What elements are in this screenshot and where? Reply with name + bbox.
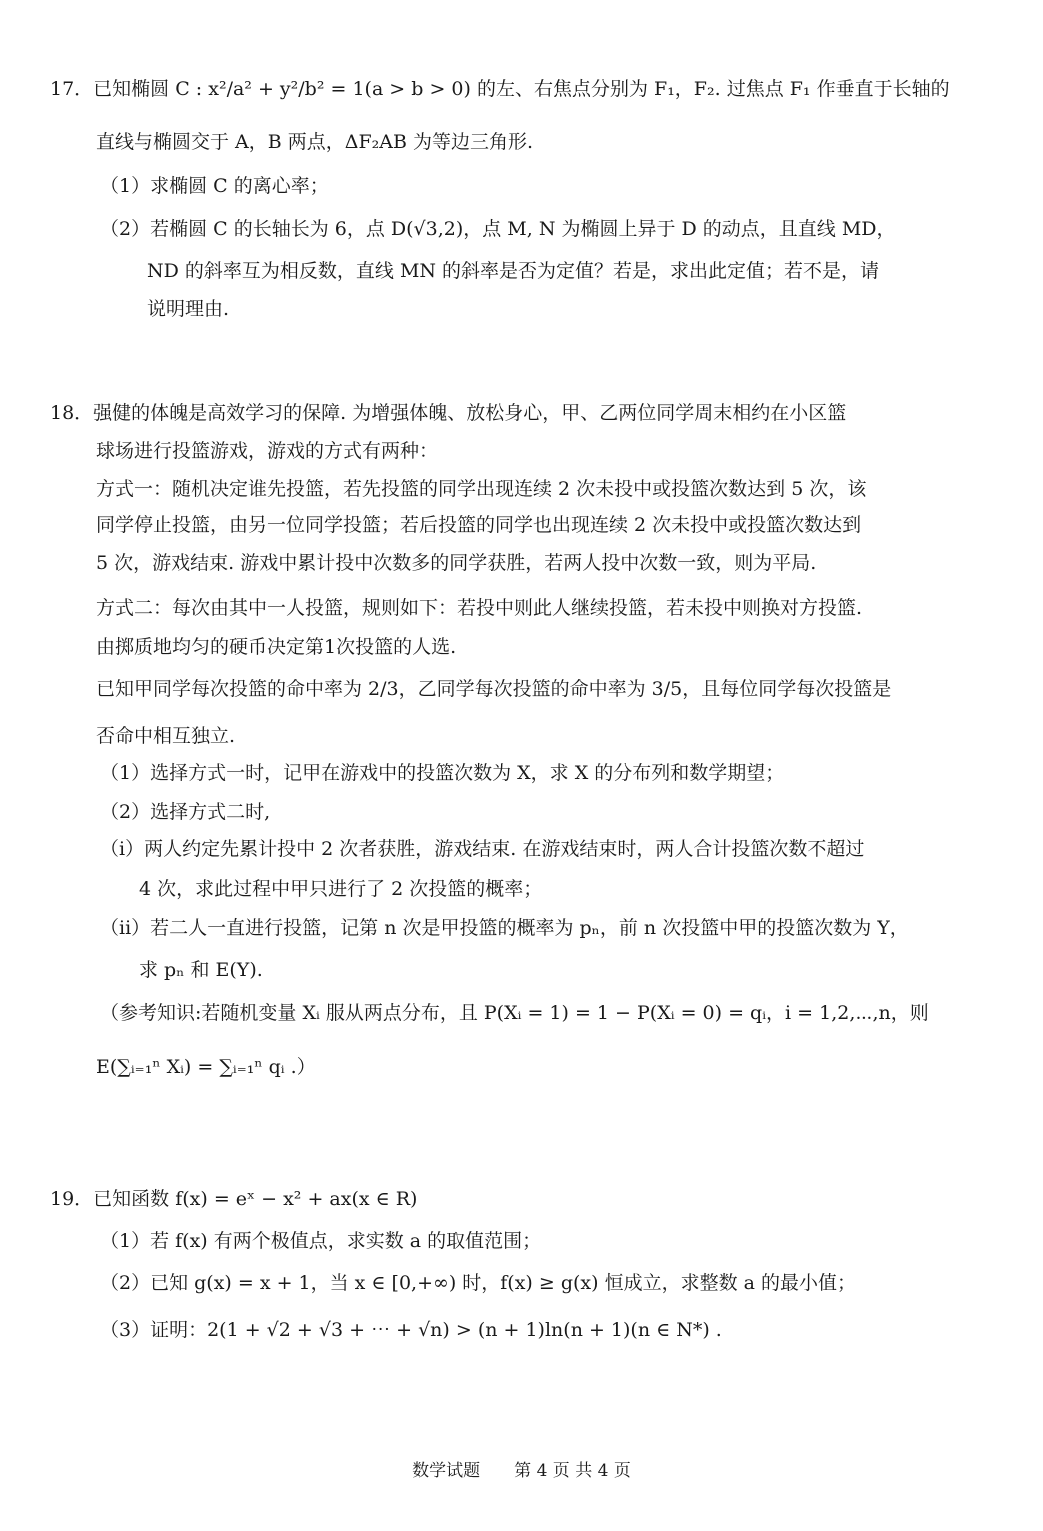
- q18-line-16: （参考知识:若随机变量 Xᵢ 服从两点分布，且 P(Xᵢ = 1) = 1 − P(Xᵢ = 0) = qᵢ，i = 1,2,⋯,n，则: [100, 1002, 929, 1024]
- q18-line-10: （1）选择方式一时，记甲在游戏中的投篮次数为 X，求 X 的分布列和数学期望；: [100, 762, 785, 784]
- q18-line-1: 18．强健的体魄是高效学习的保障. 为增强体魄、放松身心，甲、乙两位同学周末相约在小区篮: [50, 402, 847, 424]
- q19-line-1: 19．已知函数 f(x) = eˣ − x² + ax(x ∈ R): [50, 1188, 418, 1210]
- q18-line-2: 球场进行投篮游戏，游戏的方式有两种：: [96, 440, 439, 462]
- q17-line-5: ND 的斜率互为相反数，直线 MN 的斜率是否为定值？若是，求出此定值；若不是，请: [147, 260, 880, 282]
- q18-line-11: （2）选择方式二时,: [100, 801, 271, 823]
- q19-line-2: （1）若 f(x) 有两个极值点，求实数 a 的取值范围；: [100, 1230, 542, 1252]
- q18-line-6: 方式二：每次由其中一人投篮，规则如下：若投中则此人继续投篮，若未投中则换对方投篮.: [96, 597, 863, 619]
- q17-line-2: 直线与椭圆交于 A，B 两点，ΔF₂AB 为等边三角形.: [96, 131, 534, 153]
- q18-line-4: 同学停止投篮，由另一位同学投篮；若后投篮的同学也出现连续 2 次未投中或投篮次数达到: [96, 514, 862, 536]
- q18-line-12: （i）两人约定先累计投中 2 次者获胜，游戏结束. 在游戏结束时，两人合计投篮次数不超过: [100, 838, 865, 860]
- page-footer: [0, 1456, 1043, 1481]
- q18-line-14: （ii）若二人一直进行投篮，记第 n 次是甲投篮的概率为 pₙ，前 n 次投篮中甲的投篮次数为 Y，: [100, 917, 909, 939]
- q18-line-9: 否命中相互独立.: [96, 725, 236, 747]
- q18-line-15: 求 pₙ 和 E(Y).: [139, 959, 263, 981]
- q19-line-3: （2）已知 g(x) = x + 1，当 x ∈ [0,+∞) 时，f(x) ≥ g(x) 恒成立，求整数 a 的最小值；: [100, 1272, 856, 1294]
- q17-line-3: （1）求椭圆 C 的离心率；: [100, 175, 329, 197]
- q19-line-4: （3）证明：2(1 + √2 + √3 + ⋯ + √n) > (n + 1)ln(n + 1)(n ∈ N*) .: [100, 1319, 722, 1341]
- q17-line-4: （2）若椭圆 C 的长轴长为 6，点 D(√3,2)，点 M, N 为椭圆上异于 D 的动点，且直线 MD，: [100, 218, 896, 240]
- q17-line-1: 17．已知椭圆 C : x²/a² + y²/b² = 1(a > b > 0) 的左、右焦点分别为 F₁，F₂. 过焦点 F₁ 作垂直于长轴的: [50, 78, 950, 100]
- q18-line-7: 由掷质地均匀的硬币决定第1次投篮的人选.: [96, 636, 457, 658]
- q18-line-3: 方式一：随机决定谁先投篮，若先投篮的同学出现连续 2 次未投中或投篮次数达到 5 次，该: [96, 478, 867, 500]
- footer-page-number: 第 4 页 共 4 页: [514, 1461, 631, 1481]
- q17-line-6: 说明理由.: [147, 298, 230, 320]
- q18-line-5: 5 次，游戏结束. 游戏中累计投中次数多的同学获胜，若两人投中次数一致，则为平局.: [96, 552, 817, 574]
- q18-line-13: 4 次，求此过程中甲只进行了 2 次投篮的概率；: [139, 878, 543, 900]
- q18-line-8: 已知甲同学每次投篮的命中率为 2/3，乙同学每次投篮的命中率为 3/5，且每位同学每次投篮是: [96, 678, 892, 700]
- q18-line-17: E(∑ᵢ₌₁ⁿ Xᵢ) = ∑ᵢ₌₁ⁿ qᵢ .）: [96, 1056, 316, 1078]
- footer-subject: 数学试题: [412, 1461, 481, 1481]
